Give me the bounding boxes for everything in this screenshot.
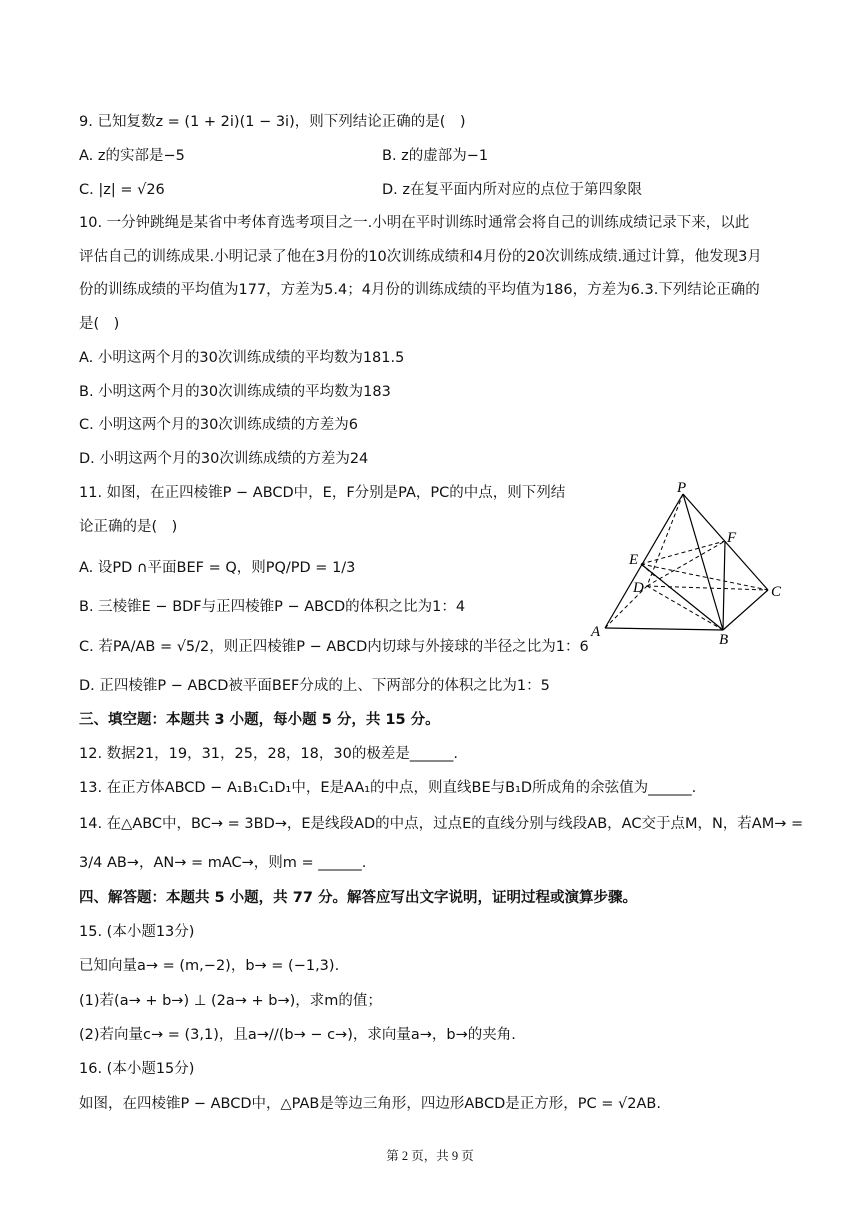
q9-option-a: A. z的实部是−5: [79, 148, 185, 164]
q15-line-2: (1)若(a→ + b→) ⊥ (2a→ + b→)，求m的值；: [79, 993, 382, 1009]
q11-option-d: D. 正四棱锥P − ABCD被平面BEF分成的上、下两部分的体积之比为1：5: [79, 678, 550, 694]
figure-label-p: P: [677, 480, 687, 496]
q16-heading: 16. (本小题15分): [79, 1061, 195, 1077]
q11-option-c: C. 若PA/AB = √5/2，则正四棱锥P − ABCD内切球与外接球的半径之比为1：6: [79, 639, 589, 655]
q10-option-d: D. 小明这两个月的30次训练成绩的方差为24: [79, 451, 369, 467]
figure-label-b: B: [719, 632, 729, 648]
q11-option-a: A. 设PD ∩平面BEF = Q，则PQ/PD = 1/3: [79, 560, 356, 576]
q9-option-b: B. z的虚部为−1: [382, 148, 489, 164]
q11-option-b: B. 三棱锥E − BDF与正四棱锥P − ABCD的体积之比为1：4: [79, 599, 466, 615]
q9-stem: 9. 已知复数z = (1 + 2i)(1 − 3i)，则下列结论正确的是( ): [79, 114, 466, 130]
section-3-heading: 三、填空题：本题共 3 小题，每小题 5 分，共 15 分。: [79, 712, 440, 728]
q11-line-2: 论正确的是( ): [79, 519, 178, 535]
q16-line-1: 如图，在四棱锥P − ABCD中，△PAB是等边三角形，四边形ABCD是正方形，PC = √2AB.: [79, 1096, 661, 1112]
figure-label-f: F: [727, 530, 737, 546]
figure-label-d: D: [633, 580, 644, 596]
q10-line-3: 份的训练成绩的平均值为177，方差为5.4；4月份的训练成绩的平均值为186，方差为6.3.下列结论正确的: [79, 282, 760, 298]
q14-line-1: 14. 在△ABC中，BC→ = 3BD→，E是线段AD的中点，过点E的直线分别与线段AB，AC交于点M，N，若AM→ =: [79, 816, 804, 832]
page-footer: 第 2 页，共 9 页: [386, 1149, 474, 1163]
figure-label-c: C: [771, 584, 782, 600]
q10-line-1: 10. 一分钟跳绳是某省中考体育选考项目之一.小明在平时训练时通常会将自己的训练成绩记录下来，以此: [79, 215, 750, 231]
q13: 13. 在正方体ABCD − A₁B₁C₁D₁中，E是AA₁的中点，则直线BE与B₁D所成角的余弦值为______.: [79, 780, 697, 796]
q15-line-1: 已知向量a→ = (m,−2)，b→ = (−1,3).: [79, 958, 340, 974]
figure-label-a: A: [591, 624, 601, 640]
q10-option-c: C. 小明这两个月的30次训练成绩的方差为6: [79, 417, 359, 433]
q15-heading: 15. (本小题13分): [79, 924, 195, 940]
q10-option-b: B. 小明这两个月的30次训练成绩的平均数为183: [79, 384, 391, 400]
pyramid-figure: [585, 478, 795, 648]
q15-line-3: (2)若向量c→ = (3,1)，且a→//(b→ − c→)，求向量a→，b→的夹角.: [79, 1027, 516, 1043]
q10-line-4: 是( ): [79, 316, 120, 332]
figure-label-e: E: [629, 552, 639, 568]
q9-option-d: D. z在复平面内所对应的点位于第四象限: [382, 182, 642, 198]
q12: 12. 数据21，19，31，25，28，18，30的极差是______.: [79, 746, 458, 762]
q10-option-a: A. 小明这两个月的30次训练成绩的平均数为181.5: [79, 350, 405, 366]
q11-line-1: 11. 如图，在正四棱锥P − ABCD中，E，F分别是PA，PC的中点，则下列结: [79, 485, 566, 501]
section-4-heading: 四、解答题：本题共 5 小题，共 77 分。解答应写出文字说明，证明过程或演算步骤。: [79, 890, 637, 906]
q9-option-c: C. |z| = √26: [79, 182, 165, 198]
q14-line-2: 3/4 AB→，AN→ = mAC→，则m = ______.: [79, 855, 367, 871]
q10-line-2: 评估自己的训练成果.小明记录了他在3月份的10次训练成绩和4月份的20次训练成绩.通过计算，他发现3月: [79, 249, 762, 265]
